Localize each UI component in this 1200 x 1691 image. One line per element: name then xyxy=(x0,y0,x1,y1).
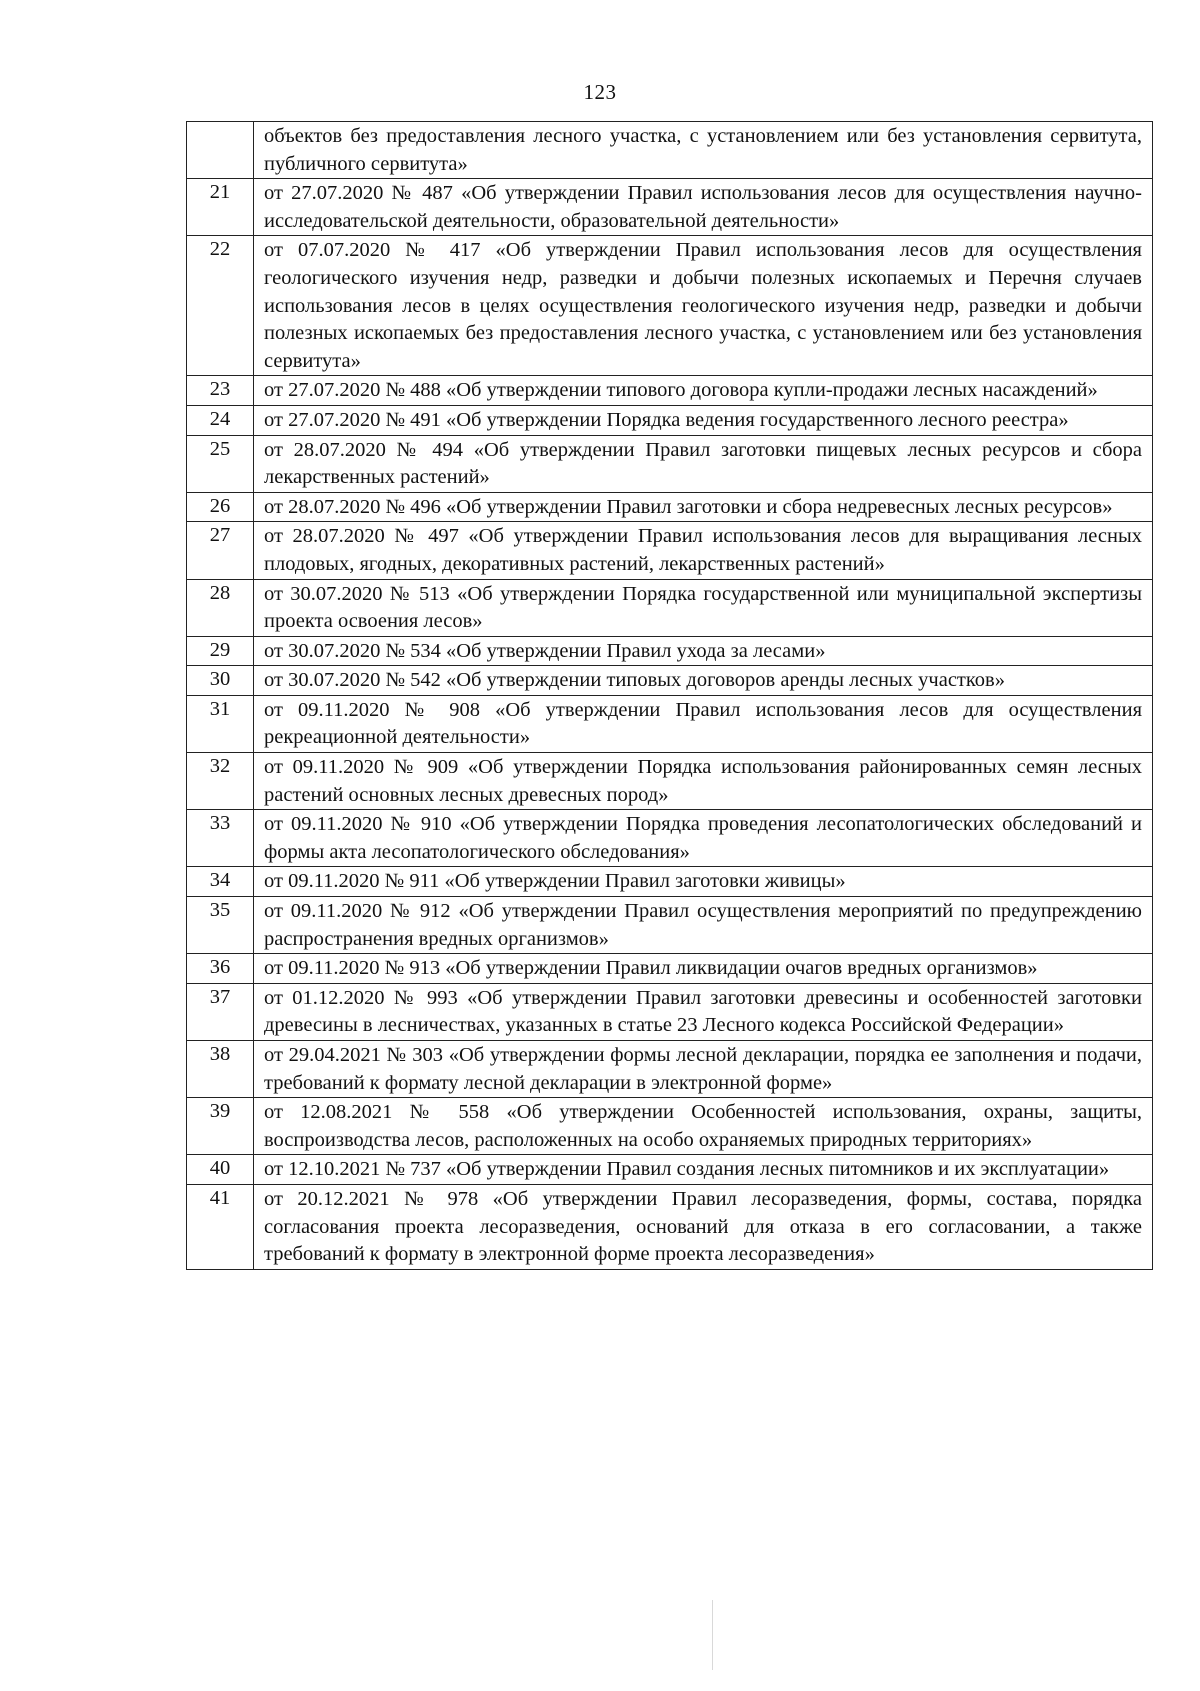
row-text: от 28.07.2020 № 496 «Об утверждении Правил заготовки и сбора недревесных лесных ресурсов» xyxy=(254,492,1153,522)
row-text: от 09.11.2020 № 908 «Об утверждении Правил использования лесов для осуществления рекреационной деятельности» xyxy=(254,695,1153,752)
row-text: от 28.07.2020 № 494 «Об утверждении Правил заготовки пищевых лесных ресурсов и сбора лекарственных растений» xyxy=(254,435,1153,492)
row-text: от 09.11.2020 № 911 «Об утверждении Правил заготовки живицы» xyxy=(254,867,1153,897)
table-row xyxy=(187,810,1153,867)
table-row xyxy=(187,522,1153,579)
table-row xyxy=(187,1184,1153,1269)
row-number: 25 xyxy=(187,435,254,492)
row-number: 29 xyxy=(187,636,254,666)
table-row xyxy=(187,867,1153,897)
table-row xyxy=(187,1041,1153,1098)
table-row xyxy=(187,983,1153,1040)
regulations-table xyxy=(186,121,1153,1270)
row-text: от 09.11.2020 № 913 «Об утверждении Правил ликвидации очагов вредных организмов» xyxy=(254,954,1153,984)
table-row xyxy=(187,236,1153,376)
row-text: от 12.10.2021 № 737 «Об утверждении Правил создания лесных питомников и их эксплуатации» xyxy=(254,1155,1153,1185)
row-text: от 07.07.2020 № 417 «Об утверждении Правил использования лесов для осуществления геологического изучения недр, разведки и добычи полезных ископаемых и Перечня случаев использования лесов в целях осуществления геологического изучения недр, разведки и добычи полезных ископаемых без предоставления лесного участка, с установлением или без установления сервитута» xyxy=(254,236,1153,376)
row-text: от 27.07.2020 № 487 «Об утверждении Правил использования лесов для осуществления научно-исследовательской деятельности, образовательной деятельности» xyxy=(254,179,1153,236)
row-text: от 20.12.2021 № 978 «Об утверждении Правил лесоразведения, формы, состава, порядка согласования проекта лесоразведения, оснований для отказа в его согласовании, а также требований к формату в электронной форме проекта лесоразведения» xyxy=(254,1184,1153,1269)
row-number: 32 xyxy=(187,753,254,810)
row-text: от 12.08.2021 № 558 «Об утверждении Особенностей использования, охраны, защиты, воспроизводства лесов, расположенных на особо охраняемых природных территориях» xyxy=(254,1098,1153,1155)
row-number: 34 xyxy=(187,867,254,897)
row-text: от 09.11.2020 № 910 «Об утверждении Порядка проведения лесопатологических обследований и формы акта лесопатологического обследования» xyxy=(254,810,1153,867)
row-text: от 30.07.2020 № 534 «Об утверждении Правил ухода за лесами» xyxy=(254,636,1153,666)
table-row xyxy=(187,897,1153,954)
row-number: 38 xyxy=(187,1041,254,1098)
table-row xyxy=(187,435,1153,492)
row-number: 33 xyxy=(187,810,254,867)
table-body xyxy=(187,122,1153,1270)
table-row xyxy=(187,666,1153,696)
table-row xyxy=(187,179,1153,236)
row-number: 37 xyxy=(187,983,254,1040)
row-text: от 01.12.2020 № 993 «Об утверждении Правил заготовки древесины и особенностей заготовки древесины в лесничествах, указанных в статье 23 Лесного кодекса Российской Федерации» xyxy=(254,983,1153,1040)
table-row xyxy=(187,1098,1153,1155)
table-row xyxy=(187,122,1153,179)
table-row xyxy=(187,954,1153,984)
table-row xyxy=(187,579,1153,636)
table-row xyxy=(187,636,1153,666)
table-row xyxy=(187,753,1153,810)
table-row xyxy=(187,695,1153,752)
row-text: от 29.04.2021 № 303 «Об утверждении формы лесной декларации, порядка ее заполнения и подачи, требований к формату лесной декларации в электронной форме» xyxy=(254,1041,1153,1098)
row-text: от 09.11.2020 № 909 «Об утверждении Порядка использования районированных семян лесных растений основных лесных древесных пород» xyxy=(254,753,1153,810)
row-number: 36 xyxy=(187,954,254,984)
row-text: от 28.07.2020 № 497 «Об утверждении Правил использования лесов для выращивания лесных плодовых, ягодных, декоративных растений, лекарственных растений» xyxy=(254,522,1153,579)
table-row xyxy=(187,492,1153,522)
page-number: 123 xyxy=(583,80,617,104)
table-row xyxy=(187,376,1153,406)
table-row xyxy=(187,405,1153,435)
row-text: от 30.07.2020 № 542 «Об утверждении типовых договоров аренды лесных участков» xyxy=(254,666,1153,696)
row-number: 22 xyxy=(187,236,254,376)
row-number: 40 xyxy=(187,1155,254,1185)
row-number: 23 xyxy=(187,376,254,406)
row-text: от 27.07.2020 № 488 «Об утверждении типового договора купли-продажи лесных насаждений» xyxy=(254,376,1153,406)
row-text: от 27.07.2020 № 491 «Об утверждении Порядка ведения государственного лесного реестра» xyxy=(254,405,1153,435)
row-number: 27 xyxy=(187,522,254,579)
scan-artifact-line xyxy=(712,1600,713,1670)
row-number: 35 xyxy=(187,897,254,954)
row-number: 28 xyxy=(187,579,254,636)
row-text: от 09.11.2020 № 912 «Об утверждении Правил осуществления мероприятий по предупреждению распространения вредных организмов» xyxy=(254,897,1153,954)
row-text: объектов без предоставления лесного участка, с установлением или без установления сервитута, публичного сервитута» xyxy=(254,122,1153,179)
row-number: 30 xyxy=(187,666,254,696)
row-number: 41 xyxy=(187,1184,254,1269)
row-number xyxy=(187,122,254,179)
row-number: 31 xyxy=(187,695,254,752)
row-number: 21 xyxy=(187,179,254,236)
row-number: 24 xyxy=(187,405,254,435)
row-number: 39 xyxy=(187,1098,254,1155)
row-text: от 30.07.2020 № 513 «Об утверждении Порядка государственной или муниципальной экспертизы проекта освоения лесов» xyxy=(254,579,1153,636)
table-row xyxy=(187,1155,1153,1185)
row-number: 26 xyxy=(187,492,254,522)
